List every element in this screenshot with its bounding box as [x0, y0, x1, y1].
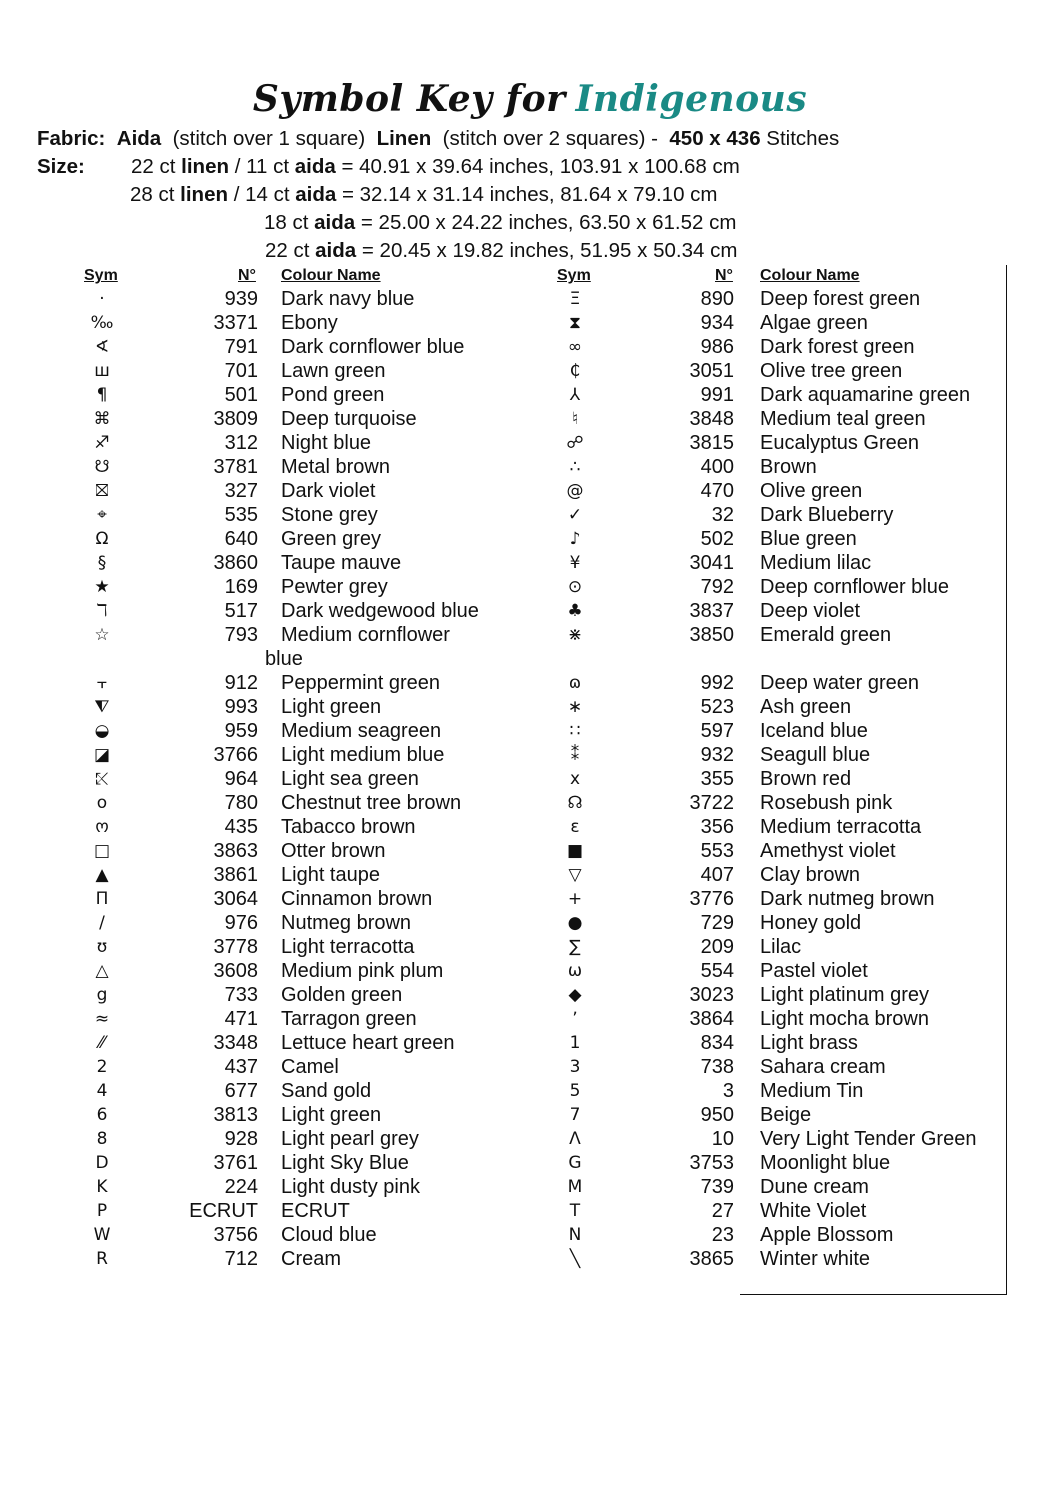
- thread-number: 535: [224, 504, 258, 526]
- colour-name: Light green: [281, 1104, 382, 1126]
- symbol-icon: Λ: [569, 1129, 581, 1149]
- thread-number: 502: [700, 528, 734, 550]
- colour-name: Medium Tin: [760, 1080, 864, 1102]
- colour-name: Clay brown: [760, 864, 861, 886]
- symbol-icon: ∞: [567, 337, 583, 357]
- right-border-line: [1006, 265, 1007, 1295]
- thread-number: 993: [224, 696, 258, 718]
- thread-number: 3348: [213, 1032, 258, 1054]
- symbol-icon: P: [96, 1201, 108, 1221]
- colour-name: Deep water green: [760, 672, 919, 694]
- size-fabric: aida: [295, 183, 337, 206]
- symbol-icon: ʊ: [96, 937, 108, 957]
- thread-number: 3837: [689, 600, 734, 622]
- symbol-icon: ★: [94, 577, 110, 597]
- symbol-icon: ო: [95, 817, 109, 837]
- thread-number: 928: [224, 1128, 258, 1150]
- thread-number: 3064: [213, 888, 258, 910]
- thread-number: 3756: [213, 1224, 258, 1246]
- colour-name: Lawn green: [281, 360, 386, 382]
- symbol-icon: ∴: [569, 457, 581, 477]
- thread-number: 3865: [689, 1248, 734, 1270]
- colour-name: Golden green: [281, 984, 403, 1006]
- colour-name-wrap: blue: [265, 648, 303, 670]
- thread-number: 3861: [213, 864, 258, 886]
- title-accent: Indigenous: [575, 78, 808, 120]
- header-sym-left: Sym: [84, 267, 118, 284]
- symbol-icon: §: [97, 553, 107, 573]
- symbol-icon: ⫟: [96, 673, 108, 693]
- thread-number: 3809: [213, 408, 258, 430]
- symbol-icon: ✓: [567, 505, 583, 525]
- symbol-icon: ₵: [569, 361, 581, 381]
- colour-name: Dark nutmeg brown: [760, 888, 935, 910]
- thread-number: 437: [224, 1056, 258, 1078]
- colour-name: Cream: [281, 1248, 342, 1270]
- symbol-icon: ⁄⁄: [99, 1033, 105, 1053]
- thread-number: 3041: [689, 552, 734, 574]
- symbol-icon: 6: [96, 1105, 108, 1125]
- colour-name: Dark cornflower blue: [281, 336, 465, 358]
- size-label: Size:: [37, 155, 85, 178]
- symbol-icon: o: [96, 793, 108, 813]
- colour-name: Medium teal green: [760, 408, 926, 430]
- thread-number: 169: [224, 576, 258, 598]
- size-count: / 11 ct: [234, 155, 290, 178]
- colour-name: Ash green: [760, 696, 852, 718]
- thread-number: 3860: [213, 552, 258, 574]
- symbol-icon: ɛ: [570, 817, 580, 837]
- colour-name: Green grey: [281, 528, 382, 550]
- colour-name: Metal brown: [281, 456, 390, 478]
- colour-name: Dark Blueberry: [760, 504, 894, 526]
- symbol-icon: ●: [567, 913, 583, 933]
- colour-name: Pastel violet: [760, 960, 868, 982]
- thread-number: 3848: [689, 408, 734, 430]
- thread-number: 3753: [689, 1152, 734, 1174]
- colour-name: Very Light Tender Green: [760, 1128, 977, 1150]
- colour-name: Light medium blue: [281, 744, 445, 766]
- symbol-icon: ɷ: [568, 673, 582, 693]
- thread-number: 640: [224, 528, 258, 550]
- fabric-linen-note: (stitch over 2 squares) -: [442, 127, 658, 150]
- colour-name: Medium seagreen: [281, 720, 442, 742]
- colour-name: Medium lilac: [760, 552, 872, 574]
- symbol-icon: ω: [567, 961, 583, 981]
- thread-number: 3761: [213, 1152, 258, 1174]
- colour-name: Dune cream: [760, 1176, 869, 1198]
- symbol-icon: W: [93, 1225, 111, 1245]
- fabric-line: [37, 125, 839, 153]
- size-dimensions: = 40.91 x 39.64 inches, 103.91 x 100.68 cm: [341, 155, 740, 178]
- thread-number: 3722: [689, 792, 734, 814]
- colour-name: Pewter grey: [281, 576, 388, 598]
- thread-number: 327: [224, 480, 258, 502]
- thread-number: 501: [224, 384, 258, 406]
- thread-number: 471: [224, 1008, 258, 1030]
- colour-name: Pond green: [281, 384, 385, 406]
- thread-number: 3815: [689, 432, 734, 454]
- colour-name: Dark wedgewood blue: [281, 600, 479, 622]
- thread-number: 912: [224, 672, 258, 694]
- symbol-icon: ⧨: [94, 697, 110, 717]
- colour-name: Light pearl grey: [281, 1128, 419, 1150]
- thread-number: 959: [224, 720, 258, 742]
- thread-number: 992: [700, 672, 734, 694]
- colour-name: Light Sky Blue: [281, 1152, 409, 1174]
- bottom-border-line: [740, 1294, 1007, 1295]
- colour-name: Stone grey: [281, 504, 378, 526]
- thread-number: 356: [700, 816, 734, 838]
- symbol-icon: ٬: [572, 1009, 578, 1029]
- size-count: 28 ct: [130, 183, 175, 206]
- colour-name: Sand gold: [281, 1080, 372, 1102]
- thread-number: 517: [224, 600, 258, 622]
- colour-name: Deep violet: [760, 600, 861, 622]
- symbol-icon: ·: [99, 289, 105, 309]
- colour-name: ECRUT: [281, 1200, 350, 1222]
- colour-name: Seagull blue: [760, 744, 871, 766]
- symbol-icon: ♮: [571, 409, 579, 429]
- size-dimensions: = 25.00 x 24.22 inches, 63.50 x 61.52 cm: [360, 211, 737, 234]
- size-count: 22 ct: [265, 239, 310, 262]
- header-name-left: Colour Name: [281, 267, 381, 284]
- thread-number: 939: [224, 288, 258, 310]
- colour-name: Dark aquamarine green: [760, 384, 971, 406]
- symbol-icon: +: [567, 889, 583, 909]
- symbol-icon: Ξ: [569, 289, 581, 309]
- symbol-icon: ¥: [569, 553, 581, 573]
- thread-number: 986: [700, 336, 734, 358]
- colour-name: Lilac: [760, 936, 802, 958]
- colour-name: Dark violet: [281, 480, 376, 502]
- thread-number: 3776: [689, 888, 734, 910]
- colour-name: Dark navy blue: [281, 288, 415, 310]
- colour-name: Ebony: [281, 312, 338, 334]
- symbol-icon: g: [96, 985, 108, 1005]
- size-fabric: aida: [294, 155, 336, 178]
- thread-number: 470: [700, 480, 734, 502]
- thread-number: 791: [224, 336, 258, 358]
- symbol-icon: ◆: [568, 985, 582, 1005]
- symbol-icon: ⌘: [93, 409, 111, 429]
- colour-name: Light mocha brown: [760, 1008, 929, 1030]
- size-dimensions: = 32.14 x 31.14 inches, 81.64 x 79.10 cm: [341, 183, 718, 206]
- thread-number: 523: [700, 696, 734, 718]
- symbol-icon: ∢: [94, 337, 110, 357]
- size-fabric: aida: [315, 239, 357, 262]
- colour-name: Nutmeg brown: [281, 912, 412, 934]
- thread-number: 3778: [213, 936, 258, 958]
- thread-number: 3: [722, 1080, 734, 1102]
- stitch-label: Stitches: [766, 127, 840, 150]
- symbol-icon: K: [96, 1177, 108, 1197]
- thread-number: 27: [711, 1200, 734, 1222]
- header-sym-right: Sym: [557, 267, 591, 284]
- symbol-icon: M: [567, 1177, 583, 1197]
- thread-number: 3863: [213, 840, 258, 862]
- colour-name: Lettuce heart green: [281, 1032, 455, 1054]
- symbol-icon: ∷: [569, 721, 581, 741]
- thread-number: 834: [700, 1032, 734, 1054]
- colour-name: Iceland blue: [760, 720, 868, 742]
- symbol-icon: ◒: [94, 721, 110, 741]
- symbol-icon: ⛝: [95, 481, 109, 501]
- thread-number: 10: [711, 1128, 734, 1150]
- page-title: [0, 78, 1060, 120]
- symbol-icon: ╲: [569, 1249, 581, 1269]
- colour-name: Eucalyptus Green: [760, 432, 919, 454]
- thread-number: 932: [700, 744, 734, 766]
- symbol-icon: 1: [569, 1033, 581, 1053]
- colour-name: Olive green: [760, 480, 863, 502]
- colour-name: Beige: [760, 1104, 812, 1126]
- symbol-icon: ⊙: [567, 577, 583, 597]
- symbol-icon: 7: [569, 1105, 581, 1125]
- symbol-icon: ⁑: [570, 745, 580, 765]
- symbol-icon: ∑: [569, 937, 581, 957]
- symbol-icon: 4: [96, 1081, 108, 1101]
- thread-number: 792: [700, 576, 734, 598]
- symbol-icon: ■: [566, 841, 584, 861]
- thread-number: 950: [700, 1104, 734, 1126]
- symbol-icon: 3: [569, 1057, 581, 1077]
- thread-number: 991: [700, 384, 734, 406]
- symbol-icon: ♐: [94, 433, 110, 453]
- size-line-3: [264, 209, 736, 237]
- symbol-icon: R: [96, 1249, 108, 1269]
- colour-name: Night blue: [281, 432, 372, 454]
- thread-number: 3371: [213, 312, 258, 334]
- symbol-icon: 2: [96, 1057, 108, 1077]
- colour-name: Emerald green: [760, 624, 892, 646]
- symbol-icon: N: [568, 1225, 582, 1245]
- symbol-icon: ≈: [94, 1009, 110, 1029]
- colour-name: Light dusty pink: [281, 1176, 420, 1198]
- thread-number: 738: [700, 1056, 734, 1078]
- symbol-icon: D: [95, 1153, 109, 1173]
- fabric-linen: Linen: [376, 127, 432, 150]
- colour-name: Light taupe: [281, 864, 380, 886]
- thread-number: 3051: [689, 360, 734, 382]
- colour-name: Light brass: [760, 1032, 858, 1054]
- fabric-aida: Aida: [116, 127, 162, 150]
- colour-name: Light sea green: [281, 768, 419, 790]
- colour-name: Tabacco brown: [281, 816, 416, 838]
- colour-name: Cloud blue: [281, 1224, 377, 1246]
- symbol-icon: x: [569, 769, 581, 789]
- symbol-icon: G: [568, 1153, 582, 1173]
- thread-number: 733: [224, 984, 258, 1006]
- thread-number: 890: [700, 288, 734, 310]
- symbol-icon: 8: [96, 1129, 108, 1149]
- thread-number: 3781: [213, 456, 258, 478]
- symbol-icon: /: [99, 913, 105, 933]
- symbol-icon: ¶: [96, 385, 108, 405]
- symbol-icon: ♣: [567, 601, 583, 621]
- symbol-icon: ☍: [566, 433, 584, 453]
- thread-number: 23: [711, 1224, 734, 1246]
- symbol-icon: □: [93, 841, 111, 861]
- header-num-left: N°: [238, 267, 256, 284]
- symbol-icon: ⧗: [569, 313, 581, 333]
- thread-number: 554: [700, 960, 734, 982]
- colour-name: Medium pink plum: [281, 960, 444, 982]
- symbol-icon: ℸ: [96, 601, 108, 621]
- colour-name: Honey gold: [760, 912, 862, 934]
- symbol-icon: ш: [94, 361, 110, 381]
- thread-number: ECRUT: [189, 1200, 258, 1222]
- symbol-icon: ⅄: [569, 385, 581, 405]
- colour-name: Deep forest green: [760, 288, 921, 310]
- header-name-right: Colour Name: [760, 267, 860, 284]
- thread-number: 701: [224, 360, 258, 382]
- size-count: 18 ct: [264, 211, 309, 234]
- thread-number: 780: [224, 792, 258, 814]
- colour-name: Deep turquoise: [281, 408, 417, 430]
- symbol-icon: ‰: [90, 313, 114, 333]
- colour-name: Otter brown: [281, 840, 386, 862]
- size-line-2: [130, 181, 718, 209]
- thread-number: 934: [700, 312, 734, 334]
- symbol-icon: △: [95, 961, 109, 981]
- header-num-right: N°: [715, 267, 733, 284]
- colour-name: Moonlight blue: [760, 1152, 891, 1174]
- symbol-icon: Π: [95, 889, 109, 909]
- colour-name: Brown red: [760, 768, 852, 790]
- size-fabric: linen: [181, 155, 229, 178]
- colour-name: Sahara cream: [760, 1056, 886, 1078]
- colour-name: Chestnut tree brown: [281, 792, 462, 814]
- size-line-4: [265, 237, 737, 265]
- size-line-1: [131, 153, 740, 181]
- fabric-aida-note: (stitch over 1 square): [172, 127, 366, 150]
- colour-name: Light terracotta: [281, 936, 415, 958]
- thread-number: 729: [700, 912, 734, 934]
- thread-number: 3608: [213, 960, 258, 982]
- thread-number: 407: [700, 864, 734, 886]
- size-dimensions: = 20.45 x 19.82 inches, 51.95 x 50.34 cm: [361, 239, 738, 262]
- colour-name: Light green: [281, 696, 382, 718]
- colour-name: Taupe mauve: [281, 552, 402, 574]
- colour-name: Deep cornflower blue: [760, 576, 949, 598]
- size-count: 22 ct: [131, 155, 176, 178]
- thread-number: 677: [224, 1080, 258, 1102]
- symbol-icon: ⌖: [97, 505, 107, 525]
- symbol-icon: ☊: [567, 793, 583, 813]
- colour-name: Winter white: [760, 1248, 871, 1270]
- thread-number: 712: [224, 1248, 258, 1270]
- colour-name: Light platinum grey: [760, 984, 929, 1006]
- size-label-line: [37, 153, 85, 181]
- thread-number: 3766: [213, 744, 258, 766]
- colour-name: Apple Blossom: [760, 1224, 894, 1246]
- symbol-icon: ⤪: [95, 769, 109, 789]
- colour-name: Algae green: [760, 312, 868, 334]
- symbol-icon: T: [569, 1201, 581, 1221]
- symbol-icon: 5: [569, 1081, 581, 1101]
- title-main: Symbol Key for: [252, 78, 566, 120]
- thread-number: 3023: [689, 984, 734, 1006]
- fabric-label: Fabric:: [37, 127, 106, 150]
- thread-number: 597: [700, 720, 734, 742]
- size-fabric: linen: [180, 183, 228, 206]
- colour-name: Medium cornflower: [281, 624, 450, 646]
- thread-number: 553: [700, 840, 734, 862]
- colour-name: Cinnamon brown: [281, 888, 433, 910]
- symbol-icon: ∗: [567, 697, 583, 717]
- symbol-icon: ☆: [94, 625, 110, 645]
- colour-name: Olive tree green: [760, 360, 903, 382]
- symbol-icon: Ω: [95, 529, 109, 549]
- thread-number: 3813: [213, 1104, 258, 1126]
- thread-number: 739: [700, 1176, 734, 1198]
- thread-number: 400: [700, 456, 734, 478]
- thread-number: 435: [224, 816, 258, 838]
- colour-name: Dark forest green: [760, 336, 915, 358]
- thread-number: 964: [224, 768, 258, 790]
- colour-name: White Violet: [760, 1200, 867, 1222]
- colour-name: Amethyst violet: [760, 840, 896, 862]
- symbol-icon: ☋: [94, 457, 110, 477]
- thread-number: 793: [224, 624, 258, 646]
- colour-name: Tarragon green: [281, 1008, 417, 1030]
- colour-name: Peppermint green: [281, 672, 440, 694]
- symbol-icon: ▽: [568, 865, 582, 885]
- stitch-count: 450 x 436: [669, 127, 761, 150]
- colour-name: Camel: [281, 1056, 339, 1078]
- colour-name: Blue green: [760, 528, 857, 550]
- symbol-icon: ⋇: [567, 625, 583, 645]
- colour-name: Rosebush pink: [760, 792, 893, 814]
- colour-name: Brown: [760, 456, 817, 478]
- symbol-icon: ◪: [93, 745, 111, 765]
- thread-number: 312: [224, 432, 258, 454]
- thread-number: 209: [700, 936, 734, 958]
- thread-number: 355: [700, 768, 734, 790]
- symbol-icon: @: [566, 481, 584, 501]
- size-count: / 14 ct: [233, 183, 290, 206]
- symbol-icon: ♪: [569, 529, 581, 549]
- thread-number: 224: [224, 1176, 258, 1198]
- thread-number: 3864: [689, 1008, 734, 1030]
- colour-name: Medium terracotta: [760, 816, 922, 838]
- thread-number: 3850: [689, 624, 734, 646]
- thread-number: 976: [224, 912, 258, 934]
- symbol-icon: ▲: [95, 865, 109, 885]
- thread-number: 32: [711, 504, 734, 526]
- size-fabric: aida: [314, 211, 356, 234]
